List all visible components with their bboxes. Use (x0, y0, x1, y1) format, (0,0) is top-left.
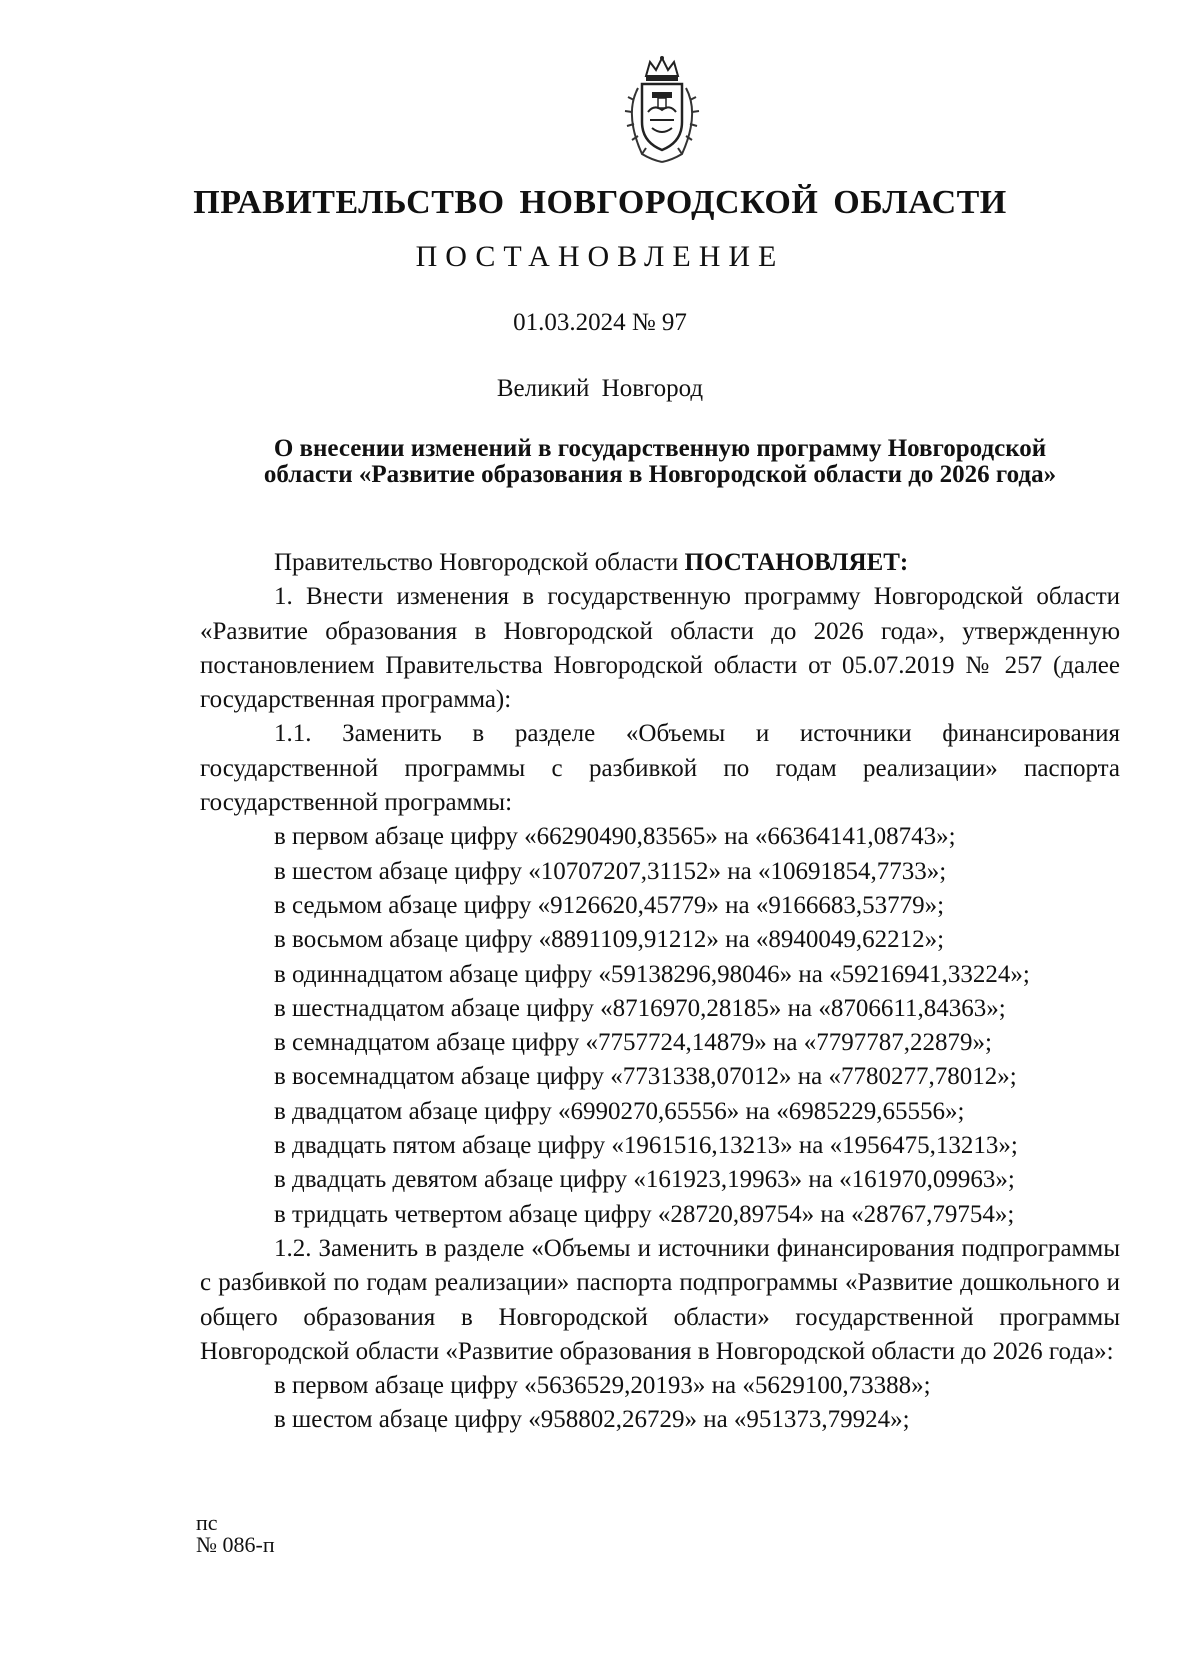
document-body (200, 546, 1120, 1438)
list-item: в шестом абзаце цифру «958802,26729» на «951373,79924»; (274, 1406, 910, 1434)
list-item: в шестом абзаце цифру «10707207,31152» на «10691854,7733»; (274, 857, 947, 885)
preamble (200, 546, 1120, 580)
list-item: в двадцать девятом абзаце цифру «161923,19963» на «161970,09963»; (274, 1166, 1015, 1194)
list-item: в одиннадцатом абзаце цифру «59138296,98046» на «59216941,33224»; (274, 960, 1030, 988)
footer-registration (196, 1512, 275, 1556)
list-item: в шестнадцатом абзаце цифру «8716970,28185» на «8706611,84363»; (274, 994, 1006, 1022)
list-item: в первом абзаце цифру «5636529,20193» на «5629100,73388»; (274, 1372, 931, 1400)
subject-line: области «Развитие образования в Новгородской области до 2026 года» (263, 461, 1057, 488)
list-item: в двадцатом абзаце цифру «6990270,65556» на «6985229,65556»; (274, 1097, 965, 1125)
novgorod-coat-of-arms-icon (612, 54, 712, 166)
paragraph-1-1: 1.1. Заменить в разделе «Объемы и источники финансирования государственной программы с разбивкой по годам реализации» паспорта государственной программы: (200, 720, 1120, 817)
document-type: ПОСТАНОВЛЕНИЕ (415, 240, 785, 273)
list-item: в седьмом абзаце цифру «9126620,45779» на «9166683,53779»; (274, 891, 945, 919)
paragraph-1: 1. Внести изменения в государственную программу Новгородской области «Развитие образования в Новгородской области до 2026 года», утвержденную постановлением Правительства Новгородской области от 05.07.2019 № 257 (далее государственная программа): (200, 583, 1120, 714)
document-subject (200, 436, 1120, 488)
document-city: Великий Новгород (496, 375, 704, 402)
list-item: в восьмом абзаце цифру «8891109,91212» на «8940049,62212»; (274, 926, 945, 954)
list-item: в тридцать четвертом абзаце цифру «28720,89754» на «28767,79754»; (274, 1200, 1015, 1228)
paragraph-1-2: 1.2. Заменить в разделе «Объемы и источники финансирования подпрограммы с разбивкой по годам реализации» паспорта подпрограммы «Развитие дошкольного и общего образования в Новгородской области» государственной программы Новгородской области «Развитие образования в Новгородской области до 2026 года»: (200, 1234, 1120, 1365)
preamble-text: Правительство Новгородской области (274, 549, 685, 576)
organization-title: ПРАВИТЕЛЬСТВО НОВГОРОДСКОЙ ОБЛАСТИ (193, 184, 1007, 221)
list-item: в восемнадцатом абзаце цифру «7731338,07012» на «7780277,78012»; (274, 1063, 1017, 1091)
list-item: в семнадцатом абзаце цифру «7757724,14879» на «7797787,22879»; (274, 1029, 992, 1057)
list-item: в первом абзаце цифру «66290490,83565» на «66364141,08743»; (274, 823, 956, 851)
document-date-number: 01.03.2024 № 97 (513, 309, 687, 336)
subject-line: О внесении изменений в государственную программу Новгородской (273, 435, 1047, 462)
list-item: в двадцать пятом абзаце цифру «1961516,13213» на «1956475,13213»; (274, 1132, 1018, 1160)
footer-line: пс (196, 1510, 218, 1535)
preamble-resolves: ПОСТАНОВЛЯЕТ: (684, 549, 909, 576)
footer-line: № 086-п (196, 1532, 275, 1557)
